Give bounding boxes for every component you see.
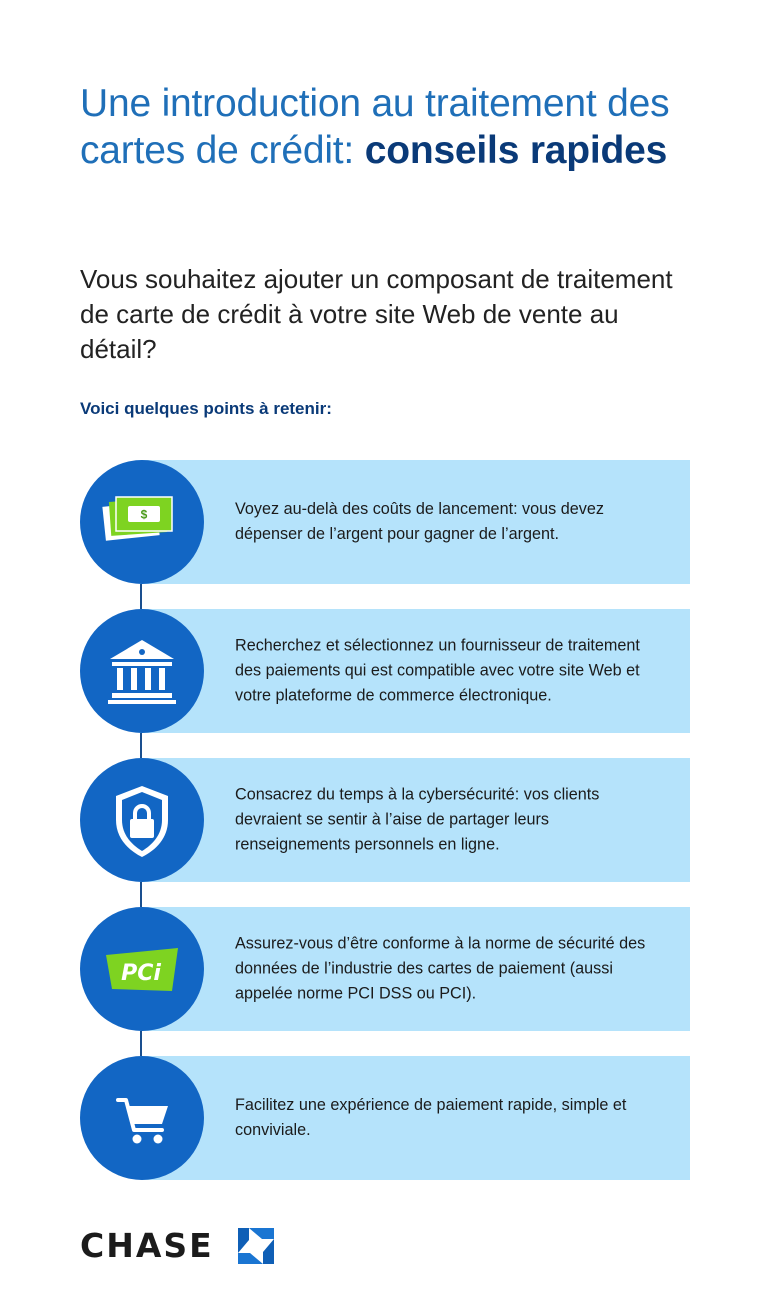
brand-name: CHASE: [80, 1226, 214, 1265]
title-bold: conseils rapides: [364, 129, 668, 172]
tip-text: Consacrez du temps à la cybersécurité: vos clients devraient se sentir à l’aise de partager leurs renseignements personnels en ligne.: [235, 785, 600, 854]
tip-icon-circle: [80, 609, 204, 733]
tip-text: Facilitez une expérience de paiement rapide, simple et conviviale.: [235, 1096, 627, 1139]
cart-icon: [80, 1056, 204, 1180]
money-icon: [80, 460, 204, 584]
bank-icon: [80, 609, 204, 733]
tip-icon-circle: [80, 907, 204, 1031]
tip-item: [80, 460, 690, 584]
pci-label: PCi: [121, 961, 161, 986]
tip-text: Assurez-vous d’être conforme à la norme de sécurité des données de l’industrie des cartes de paiement (aussi appelée norme PCI DSS ou PCI).: [235, 934, 646, 1003]
intro-question: Vous souhaitez ajouter un composant de traitement de carte de crédit à votre site Web de vente au détail?: [80, 264, 673, 364]
tip-icon-circle: [80, 1056, 204, 1180]
page-title: [80, 80, 720, 174]
shield-lock-icon: [80, 758, 204, 882]
tip-item: [80, 758, 690, 882]
tips-lead: Voici quelques points à retenir:: [80, 399, 332, 418]
chase-octagon-logo-icon: [238, 1228, 274, 1264]
tip-text: Recherchez et sélectionnez un fournisseur de traitement des paiements qui est compatible avec votre site Web et votre plateforme de commerce électronique.: [235, 636, 640, 705]
tip-icon-circle: [80, 460, 204, 584]
tip-icon-circle: [80, 758, 204, 882]
tip-item: [80, 907, 690, 1031]
tip-text: Voyez au-delà des coûts de lancement: vous devez dépenser de l’argent pour gagner de l’argent.: [235, 500, 604, 543]
tip-item: [80, 609, 690, 733]
tip-item: [80, 1056, 690, 1180]
title-regular: Une introduction au traitement des cartes de crédit:: [80, 82, 670, 172]
pci-icon: [80, 907, 204, 1031]
money-symbol: $: [140, 507, 148, 522]
